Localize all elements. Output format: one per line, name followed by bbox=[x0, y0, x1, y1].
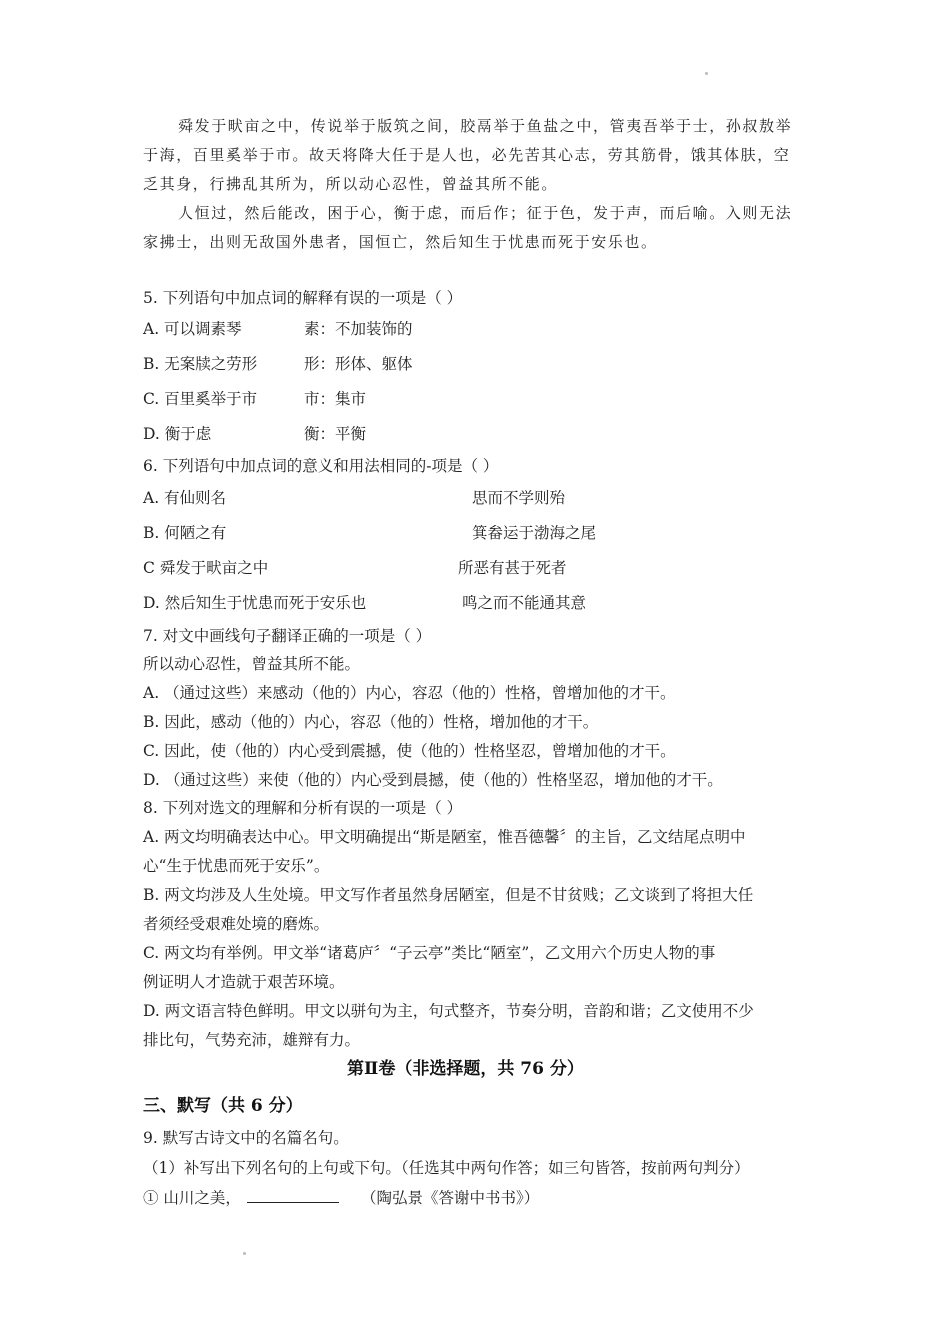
answer-blank[interactable] bbox=[247, 1187, 339, 1203]
q5-option-b-gloss: 形：形体、躯体 bbox=[304, 355, 413, 373]
q5-option-a-gloss: 素：不加装饰的 bbox=[304, 320, 413, 338]
q5-option-c: C. 百里奚举于市 bbox=[143, 390, 258, 408]
q7-option-a: A. （通过这些）来感动（他的）内心，容忍（他的）性格，曾增加他的才干。 bbox=[143, 684, 676, 702]
q9-item-1 bbox=[143, 1187, 539, 1209]
question-6-stem: 6. 下列语句中加点词的意义和用法相同的-项是（ ） bbox=[143, 457, 499, 475]
q6-option-a-pair: 思而不学则殆 bbox=[472, 489, 566, 507]
q8-option-a-cont: 心“生于忧患而死于安乐”。 bbox=[143, 857, 330, 875]
q8-option-d-cont: 排比句，气势充沛，雄辩有力。 bbox=[143, 1031, 361, 1049]
question-9-stem: 9. 默写古诗文中的名篇名句。 bbox=[143, 1129, 349, 1147]
q6-option-c-pair: 所恶有甚于死者 bbox=[458, 559, 567, 577]
q7-option-d: D. （通过这些）来使（他的）内心受到晨撼，使（他的）性格坚忍，增加他的才干。 bbox=[143, 771, 723, 789]
q9-item-1-source: （陶弘景《答谢中书书》） bbox=[360, 1189, 540, 1207]
q7-sentence: 所以动心忍性，曾益其所不能。 bbox=[143, 655, 361, 673]
q5-option-d: D. 衡于虑 bbox=[143, 425, 212, 443]
q8-option-b: B. 两文均涉及人生处境。甲文写作者虽然身居陋室，但是不甘贫贱；乙文谈到了将担大任 bbox=[143, 886, 754, 904]
q5-option-a: A. 可以调素琴 bbox=[143, 320, 242, 338]
q6-option-b: B. 何陋之有 bbox=[143, 524, 227, 542]
question-5-stem: 5. 下列语句中加点词的解释有误的一项是（ ） bbox=[143, 289, 463, 307]
question-7-stem: 7. 对文中画线句子翻译正确的一项是（ ） bbox=[143, 627, 432, 645]
passage-line: 舜发于畎亩之中，传说举于版筑之间，胶鬲举于鱼盐之中，管夷吾举于士，孙叔敖举 bbox=[178, 117, 793, 135]
q8-option-d: D. 两文语言特色鲜明。甲文以骈句为主，句式整齐，节奏分明，音韵和谐；乙文使用不少 bbox=[143, 1002, 754, 1020]
part-2-title: 第Ⅱ卷（非选择题，共 76 分） bbox=[347, 1059, 584, 1079]
q9-subquestion-1: （1）补写出下列名句的上句或下句。（任选其中两句作答；如三句皆答，按前两句判分） bbox=[143, 1159, 750, 1177]
scan-speck bbox=[705, 72, 708, 75]
q5-option-d-gloss: 衡：平衡 bbox=[304, 425, 367, 443]
question-8-stem: 8. 下列对选文的理解和分析有误的一项是（ ） bbox=[143, 799, 463, 817]
q9-item-1-text: ① 山川之美， bbox=[143, 1189, 241, 1207]
q6-option-b-pair: 箕畚运于渤海之尾 bbox=[472, 524, 597, 542]
q6-option-d-pair: 鸣之而不能通其意 bbox=[462, 594, 587, 612]
q7-option-b: B. 因此，感动（他的）内心，容忍（他的）性格，增加他的才干。 bbox=[143, 713, 599, 731]
q8-option-c: C. 两文均有举例。甲文举“诸葛庐〞“子云亭”类比“陋室”，乙文用六个历史人物的事 bbox=[143, 944, 716, 962]
q8-option-a: A. 两文均明确表达中心。甲文明确提出“斯是陋室，惟吾德馨〞的主旨，乙文结尾点明中 bbox=[143, 828, 746, 846]
q8-option-c-cont: 例证明人才造就于艰苦环境。 bbox=[143, 973, 345, 991]
q6-option-a: A. 有仙则名 bbox=[143, 489, 227, 507]
q8-option-b-cont: 者须经受艰难处境的磨炼。 bbox=[143, 915, 330, 933]
passage-line: 家拂士，出则无敌国外患者，国恒亡，然后知生于忧患而死于安乐也。 bbox=[143, 233, 658, 251]
scan-speck bbox=[243, 1252, 246, 1255]
q6-option-d: D. 然后知生于忧患而死于安乐也 bbox=[143, 594, 367, 612]
passage-line: 乏其身，行拂乱其所为，所以动心忍性，曾益其所不能。 bbox=[143, 175, 559, 193]
q5-option-b: B. 无案牍之劳形 bbox=[143, 355, 258, 373]
passage-line: 人恒过，然后能改，困于心，衡于虑，而后作；征于色，发于声，而后喻。入则无法 bbox=[178, 204, 793, 222]
section-3-heading: 三、默写（共 6 分） bbox=[143, 1096, 303, 1116]
q5-option-c-gloss: 市：集市 bbox=[304, 390, 367, 408]
q6-option-c: C 舜发于畎亩之中 bbox=[143, 559, 269, 577]
q7-option-c: C. 因此，使（他的）内心受到震撼，使（他的）性格坚忍，曾增加他的才干。 bbox=[143, 742, 676, 760]
passage-line: 于海，百里奚举于市。故天将降大任于是人也，必先苦其心志，劳其筋骨，饿其体肤，空 bbox=[143, 146, 791, 164]
